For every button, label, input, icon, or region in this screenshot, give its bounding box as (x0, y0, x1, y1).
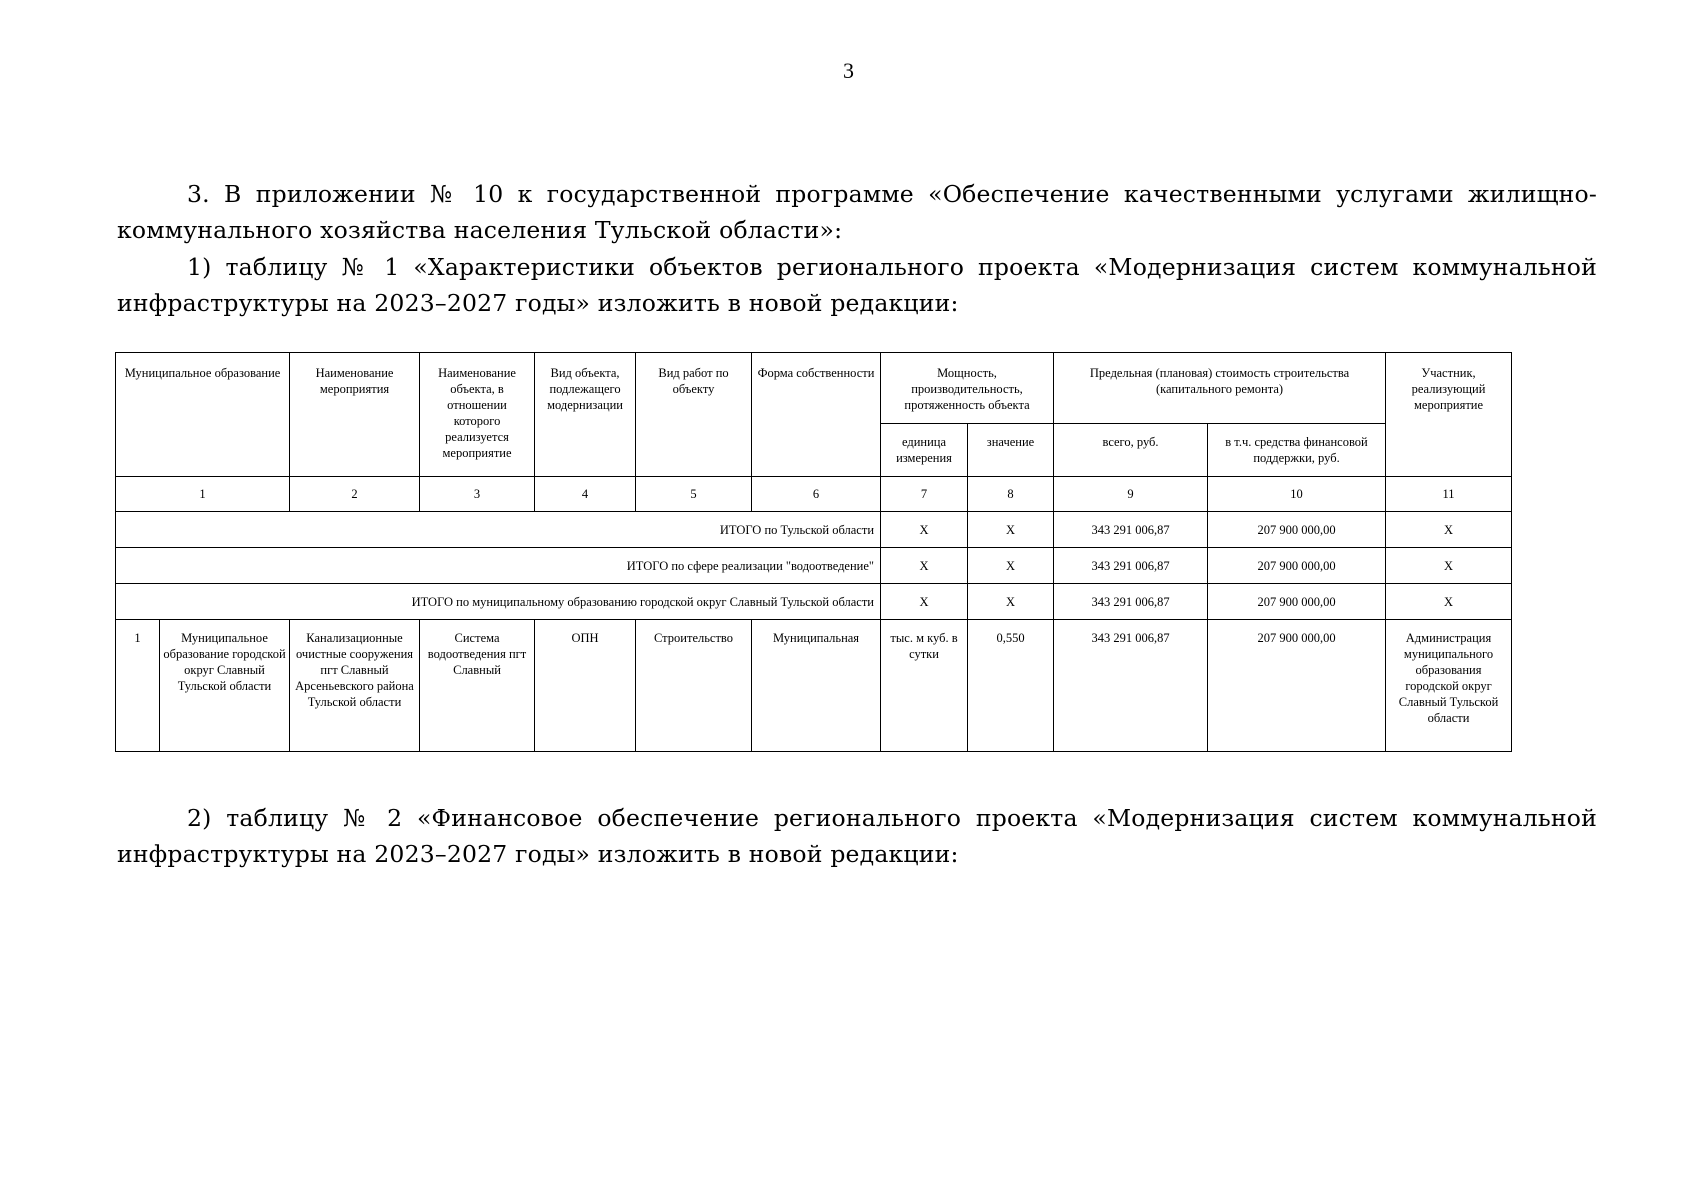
header-unit: единица измерения (881, 424, 968, 477)
header-cost: Предельная (плановая) стоимость строительства (капитального ремонта) (1054, 353, 1386, 424)
total-value: Х (968, 548, 1054, 584)
total-cost-support: 207 900 000,00 (1208, 548, 1386, 584)
header-cost-support: в т.ч. средства финансовой поддержки, руб. (1208, 424, 1386, 477)
header-participant: Участник, реализующий мероприятие (1386, 353, 1512, 477)
paragraph-subitem-1 (117, 249, 1597, 321)
row-object-type: ОПН (535, 620, 636, 752)
column-number: 6 (752, 477, 881, 512)
column-number: 11 (1386, 477, 1512, 512)
total-row-municipality (116, 584, 1512, 620)
total-unit: Х (881, 548, 968, 584)
total-participant: Х (1386, 548, 1512, 584)
row-event-name: Канализационные очистные сооружения пгт Славный Арсеньевского района Тульской области (290, 620, 420, 752)
column-number-row (116, 477, 1512, 512)
header-object-type: Вид объекта, подлежащего модернизации (535, 353, 636, 477)
header-value: значение (968, 424, 1054, 477)
paragraph-text: 3. В приложении № 10 к государственной программе «Обеспечение качественными услугами жилищно-коммунального хозяйства населения Тульской области»: (117, 180, 1597, 244)
objects-characteristics-table (115, 352, 1512, 752)
total-label: ИТОГО по муниципальному образованию городской округ Славный Тульской области (116, 584, 881, 620)
column-number: 9 (1054, 477, 1208, 512)
column-number: 2 (290, 477, 420, 512)
row-cost-total: 343 291 006,87 (1054, 620, 1208, 752)
header-capacity: Мощность, производительность, протяженность объекта (881, 353, 1054, 424)
total-cost-total: 343 291 006,87 (1054, 512, 1208, 548)
total-cost-support: 207 900 000,00 (1208, 584, 1386, 620)
total-row-sphere (116, 548, 1512, 584)
header-cost-total: всего, руб. (1054, 424, 1208, 477)
total-value: Х (968, 584, 1054, 620)
header-row-1 (116, 353, 1512, 424)
total-participant: Х (1386, 584, 1512, 620)
column-number: 5 (636, 477, 752, 512)
header-work-type: Вид работ по объекту (636, 353, 752, 477)
paragraph-text: 2) таблицу № 2 «Финансовое обеспечение регионального проекта «Модернизация систем коммунальной инфраструктуры на 2023–2027 годы» изложить в новой редакции: (117, 804, 1597, 868)
total-unit: Х (881, 512, 968, 548)
column-number: 1 (116, 477, 290, 512)
row-municipality: Муниципальное образование городской округ Славный Тульской области (160, 620, 290, 752)
row-unit: тыс. м куб. в сутки (881, 620, 968, 752)
total-unit: Х (881, 584, 968, 620)
column-number: 8 (968, 477, 1054, 512)
total-label: ИТОГО по сфере реализации "водоотведение" (116, 548, 881, 584)
row-object-name: Система водоотведения пгт Славный (420, 620, 535, 752)
header-municipality: Муниципальное образование (116, 353, 290, 477)
total-row-region (116, 512, 1512, 548)
row-value: 0,550 (968, 620, 1054, 752)
header-ownership: Форма собственности (752, 353, 881, 477)
row-participant: Администрация муниципального образования городской округ Славный Тульской области (1386, 620, 1512, 752)
total-cost-total: 343 291 006,87 (1054, 584, 1208, 620)
row-cost-support: 207 900 000,00 (1208, 620, 1386, 752)
total-cost-support: 207 900 000,00 (1208, 512, 1386, 548)
total-cost-total: 343 291 006,87 (1054, 548, 1208, 584)
column-number: 7 (881, 477, 968, 512)
table-row (116, 620, 1512, 752)
header-object-name: Наименование объекта, в отношении которого реализуется мероприятие (420, 353, 535, 477)
header-event-name: Наименование мероприятия (290, 353, 420, 477)
paragraph-text: 1) таблицу № 1 «Характеристики объектов регионального проекта «Модернизация систем коммунальной инфраструктуры на 2023–2027 годы» изложить в новой редакции: (117, 253, 1597, 317)
paragraph-item-3 (117, 176, 1597, 248)
total-label: ИТОГО по Тульской области (116, 512, 881, 548)
row-ownership: Муниципальная (752, 620, 881, 752)
column-number: 10 (1208, 477, 1386, 512)
total-participant: Х (1386, 512, 1512, 548)
column-number: 3 (420, 477, 535, 512)
total-value: Х (968, 512, 1054, 548)
row-index: 1 (116, 620, 160, 752)
paragraph-subitem-2 (117, 800, 1597, 872)
row-work-type: Строительство (636, 620, 752, 752)
page-number: 3 (843, 58, 854, 83)
column-number: 4 (535, 477, 636, 512)
